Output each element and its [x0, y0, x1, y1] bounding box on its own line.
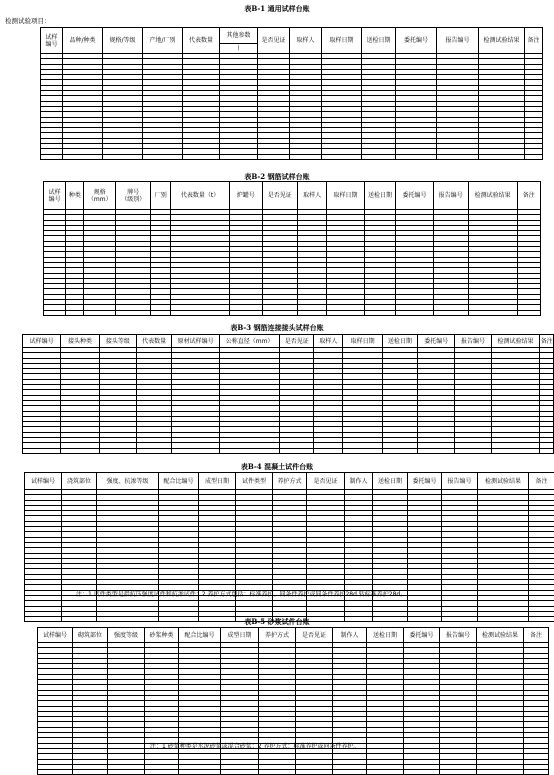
column-header: 取样日期: [343, 335, 382, 348]
table-cell[interactable]: [137, 448, 172, 453]
table-cell[interactable]: [63, 154, 103, 159]
table3-title: 表B-3 钢筋连接接头试样台账: [0, 323, 554, 332]
table-cell[interactable]: [382, 448, 417, 453]
table-cell[interactable]: [41, 154, 63, 159]
table-cell[interactable]: [259, 770, 296, 775]
table-row: [38, 770, 549, 775]
column-header: 送检日期: [364, 182, 396, 210]
table-cell[interactable]: [322, 154, 362, 159]
column-header: 炉罐号: [229, 182, 262, 210]
table-cell[interactable]: [437, 154, 479, 159]
header-row: [41, 28, 543, 54]
column-header: 代表数量: [183, 28, 220, 54]
column-header: 原材试样编号: [172, 335, 220, 348]
column-header: 试样编号: [38, 628, 73, 643]
header-row: [23, 335, 554, 348]
column-header: 报告编号: [440, 628, 477, 643]
table-cell[interactable]: [396, 154, 437, 159]
table-cell[interactable]: [396, 310, 433, 315]
column-header: 是否见证: [262, 182, 297, 210]
column-header: 备注: [524, 628, 549, 643]
table-cell[interactable]: [108, 770, 145, 775]
column-header: 是否见证: [280, 335, 314, 348]
table-cell[interactable]: [61, 448, 99, 453]
column-header: 备注: [529, 473, 554, 490]
column-header: 成型日期: [199, 473, 236, 490]
table-cell[interactable]: [116, 310, 151, 315]
table-cell[interactable]: [145, 770, 179, 775]
table-cell[interactable]: [524, 770, 549, 775]
column-header-sub: |: [220, 44, 257, 53]
column-header: 报告编号: [433, 182, 468, 210]
column-header: 取样人: [297, 182, 327, 210]
column-header: 品种/种类: [63, 28, 103, 54]
table-cell[interactable]: [44, 310, 66, 315]
column-header: 规格 （mm）: [84, 182, 116, 210]
table4: [24, 472, 554, 622]
table-cell[interactable]: [333, 770, 367, 775]
column-header: 检测试验结果: [491, 335, 540, 348]
table2-title: 表B-2 钢筋试样台账: [0, 172, 554, 181]
table-cell[interactable]: [517, 310, 541, 315]
column-header: 检测试验结果: [479, 28, 525, 54]
column-header: 送检日期: [382, 335, 417, 348]
column-header: 是否见证: [307, 473, 345, 490]
column-header: 取样日期: [322, 28, 362, 54]
column-header: 检测试验结果: [477, 628, 524, 643]
column-header: 试件类型: [236, 473, 273, 490]
table-cell[interactable]: [229, 310, 262, 315]
column-header: 规格/等级: [103, 28, 143, 54]
table1-title: 表B-1 通用试样台账: [0, 4, 554, 13]
column-header: 强度、抗渗等级: [97, 473, 159, 490]
column-header: 产地/厂别: [143, 28, 183, 54]
table-cell[interactable]: [66, 310, 84, 315]
column-header: 成型日期: [221, 628, 259, 643]
table-cell[interactable]: [183, 154, 220, 159]
header-row: [44, 182, 541, 210]
table-cell[interactable]: [172, 448, 220, 453]
column-header: [220, 28, 258, 54]
table-cell[interactable]: [221, 770, 259, 775]
table-cell[interactable]: [151, 310, 171, 315]
table5-title: 表B-5 砂浆试件台账: [0, 617, 554, 626]
header-row: [25, 473, 554, 490]
column-header: 委托编号: [396, 182, 433, 210]
column-header: 备注: [517, 182, 541, 210]
column-header: 报告编号: [437, 28, 479, 54]
table-cell[interactable]: [220, 154, 258, 159]
column-header: 砌筑部位: [73, 628, 108, 643]
column-header: 砂浆种类: [145, 628, 179, 643]
table-cell[interactable]: [418, 448, 455, 453]
table-cell[interactable]: [404, 770, 440, 775]
table-cell[interactable]: [99, 448, 136, 453]
table-cell[interactable]: [491, 448, 540, 453]
table-cell[interactable]: [23, 448, 61, 453]
table-cell[interactable]: [296, 770, 333, 775]
column-header: 备注: [540, 335, 554, 348]
column-header: 是否见证: [258, 28, 290, 54]
column-header: 种类: [66, 182, 84, 210]
table-cell[interactable]: [171, 310, 229, 315]
column-header: 委托编号: [404, 628, 440, 643]
column-header: 制作人: [333, 628, 367, 643]
column-header: 代表数量（t）: [171, 182, 229, 210]
table-cell[interactable]: [297, 310, 327, 315]
column-header: 养护方式: [259, 628, 296, 643]
header-row: [38, 628, 549, 643]
table3: [22, 334, 554, 454]
table-cell[interactable]: [143, 154, 183, 159]
column-header: 浇筑部位: [62, 473, 97, 490]
table-row: [44, 310, 541, 315]
table-cell[interactable]: [468, 310, 517, 315]
table-cell[interactable]: [220, 448, 280, 453]
table-row: [41, 154, 543, 159]
column-header: 是否见证: [296, 628, 333, 643]
table-cell[interactable]: [367, 770, 404, 775]
table4-title: 表B-4 混凝土试件台账: [0, 462, 554, 471]
column-header: 接头种类: [61, 335, 99, 348]
table-cell[interactable]: [433, 310, 468, 315]
table-cell[interactable]: [327, 310, 364, 315]
table-cell[interactable]: [440, 770, 477, 775]
column-header: 厂别: [151, 182, 171, 210]
column-header: 取样日期: [327, 182, 364, 210]
column-header: 试样 编号: [44, 182, 66, 210]
column-header: 检测试验结果: [478, 473, 529, 490]
column-header: 委托编号: [396, 28, 437, 54]
column-header: 委托编号: [408, 473, 442, 490]
table-cell[interactable]: [364, 310, 396, 315]
column-header: 委托编号: [418, 335, 455, 348]
table4-note: 注：1 试件类型是指抗压强度试件和抗渗试件；2 养护方式包括：标准养护、同条件养护或同条件养护28d 转标准养护28d。: [76, 591, 406, 599]
table5-note: 注：1 砂浆种类是水泥砂浆或混合砂浆；2 养护方式：标准养护或同条件养护。: [150, 743, 359, 751]
table1: [40, 27, 543, 160]
table-cell[interactable]: [262, 310, 297, 315]
table-cell[interactable]: [84, 310, 116, 315]
column-header: 报告编号: [455, 335, 491, 348]
column-header: 养护方式: [273, 473, 307, 490]
table-cell[interactable]: [477, 770, 524, 775]
table-cell[interactable]: [540, 448, 554, 453]
table-cell[interactable]: [455, 448, 491, 453]
table5: [37, 627, 549, 775]
table-cell[interactable]: [525, 154, 543, 159]
column-header: 送检日期: [367, 628, 404, 643]
test-item-label: 检测试验项目：: [5, 17, 51, 25]
table-cell[interactable]: [73, 770, 108, 775]
column-header: 送检日期: [373, 473, 408, 490]
column-header: 备注: [525, 28, 543, 54]
column-header: 配合比编号: [179, 628, 221, 643]
table-cell[interactable]: [103, 154, 143, 159]
table-cell[interactable]: [179, 770, 221, 775]
table-cell[interactable]: [280, 448, 314, 453]
column-header-label: 其他参数: [220, 28, 257, 44]
column-header: 牌号 （级别）: [116, 182, 151, 210]
column-header: 检测试验结果: [468, 182, 517, 210]
table-cell[interactable]: [258, 154, 290, 159]
column-header: 接头等级: [99, 335, 136, 348]
column-header: 配合比编号: [159, 473, 199, 490]
table-cell[interactable]: [314, 448, 343, 453]
table-cell[interactable]: [38, 770, 73, 775]
column-header: 试样编号: [25, 473, 62, 490]
table-cell[interactable]: [290, 154, 322, 159]
table2: [43, 181, 541, 316]
column-header: 送检日期: [362, 28, 396, 54]
column-header: 强度等级: [108, 628, 145, 643]
column-header: 代表数量: [137, 335, 172, 348]
column-header: 取样人: [314, 335, 343, 348]
column-header: 试样编号: [23, 335, 61, 348]
column-header: 公称直径（mm）: [220, 335, 280, 348]
table-row: [23, 448, 554, 453]
table-cell[interactable]: [479, 154, 525, 159]
table-cell[interactable]: [362, 154, 396, 159]
column-header: 取样人: [290, 28, 322, 54]
column-header: 报告编号: [442, 473, 478, 490]
table-cell[interactable]: [343, 448, 382, 453]
column-header: 试样 编号: [41, 28, 63, 54]
column-header: 制作人: [345, 473, 373, 490]
